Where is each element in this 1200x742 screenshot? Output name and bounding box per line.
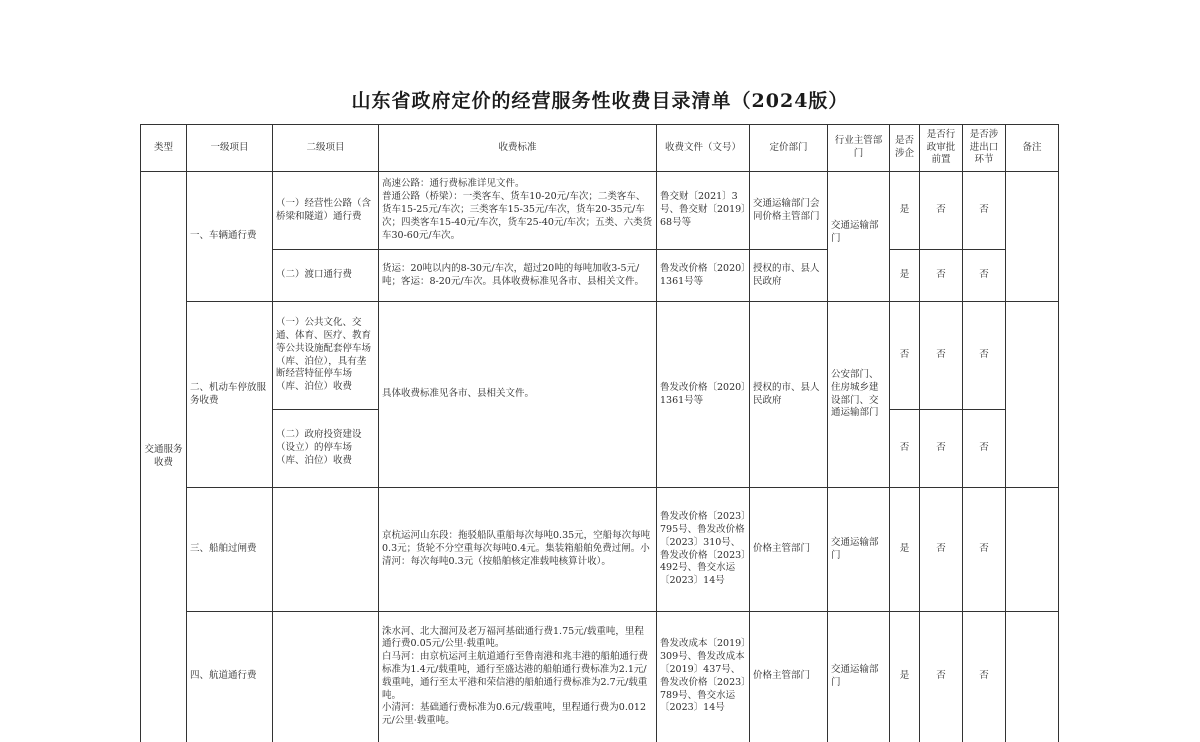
enterprise-cell: 是 — [890, 250, 920, 302]
header-pricing-dept: 定价部门 — [750, 125, 828, 172]
table-row — [141, 172, 1059, 250]
industry-dept-cell: 交通运输部门 — [828, 612, 890, 742]
standard-cell: 货运：20吨以内的8-30元/车次，超过20吨的每吨加收3-5元/吨；客运：8-20元/车次。具体收费标准见各市、县相关文件。 — [379, 250, 657, 302]
industry-dept-cell: 交通运输部门 — [828, 488, 890, 612]
document-cell: 鲁发改价格〔2020〕1361号等 — [657, 302, 750, 488]
level2-cell — [273, 612, 379, 742]
level2-cell: （二）政府投资建设（设立）的停车场（库、泊位）收费 — [273, 410, 379, 488]
header-import-export: 是否涉进出口环节 — [963, 125, 1006, 172]
remark-cell — [1006, 612, 1059, 742]
level2-cell — [273, 488, 379, 612]
table-header-row — [141, 125, 1059, 172]
header-remark: 备注 — [1006, 125, 1059, 172]
document-cell: 鲁发改价格〔2020〕1361号等 — [657, 250, 750, 302]
remark-cell — [1006, 488, 1059, 612]
standard-cell: 高速公路：通行费标准详见文件。 普通公路（桥梁）：一类客车、货车10-20元/车次；二类客车、货车15-25元/车次；三类客车15-35元/车次，货车20-35元/车次；四类客车15-40元/车次，货车25-40元/车次；五类、六类货车30-60元/车次。 — [379, 172, 657, 250]
approval-cell: 否 — [920, 612, 963, 742]
header-industry-dept: 行业主管部门 — [828, 125, 890, 172]
category-cell: 交通服务收费 — [141, 172, 187, 742]
table-row — [141, 250, 1059, 302]
header-level2: 二级项目 — [273, 125, 379, 172]
approval-cell: 否 — [920, 302, 963, 410]
export-cell: 否 — [963, 612, 1006, 742]
standard-cell: 具体收费标准见各市、县相关文件。 — [379, 302, 657, 488]
approval-cell: 否 — [920, 488, 963, 612]
pricing-dept-cell: 交通运输部门会同价格主管部门 — [750, 172, 828, 250]
header-document: 收费文件（文号） — [657, 125, 750, 172]
document-cell: 鲁发改价格〔2023〕795号、鲁发改价格〔2023〕310号、鲁发改价格〔2023〕492号、鲁交水运〔2023〕14号 — [657, 488, 750, 612]
enterprise-cell: 是 — [890, 488, 920, 612]
header-standard: 收费标准 — [379, 125, 657, 172]
header-type: 类型 — [141, 125, 187, 172]
pricing-dept-cell: 价格主管部门 — [750, 612, 828, 742]
table-row — [141, 488, 1059, 612]
pricing-dept-cell: 授权的市、县人民政府 — [750, 302, 828, 488]
enterprise-cell: 是 — [890, 172, 920, 250]
header-approval: 是否行政审批前置 — [920, 125, 963, 172]
level1-cell: 四、航道通行费 — [187, 612, 273, 742]
enterprise-cell: 否 — [890, 410, 920, 488]
standard-cell: 洙水河、北大溜河及老万福河基础通行费1.75元/载重吨，里程通行费0.05元/公里·载重吨。 白马河：由京杭运河主航道通行至鲁南港和兆丰港的船舶通行费标准为1.4元/载重吨，通行至盛达港的船舶通行费标准为2.1元/载重吨，通行至太平港和荣信港的船舶通行费标准为2.7元/载重吨。 小清河：基础通行费标准为0.6元/载重吨，里程通行费为0.012元/公里·载重吨。 — [379, 612, 657, 742]
document-cell: 鲁发改成本〔2019〕309号、鲁发改成本〔2019〕437号、鲁发改价格〔2023〕789号、鲁交水运〔2023〕14号 — [657, 612, 750, 742]
enterprise-cell: 否 — [890, 302, 920, 410]
approval-cell: 否 — [920, 250, 963, 302]
remark-cell — [1006, 302, 1059, 488]
level2-cell: （一）公共文化、交通、体育、医疗、教育等公共设施配套停车场（库、泊位），具有垄断经营特征停车场（库、泊位）收费 — [273, 302, 379, 410]
header-level1: 一级项目 — [187, 125, 273, 172]
table-row — [141, 302, 1059, 410]
pricing-dept-cell: 授权的市、县人民政府 — [750, 250, 828, 302]
industry-dept-cell: 交通运输部门 — [828, 172, 890, 302]
remark-cell — [1006, 172, 1059, 302]
level1-cell: 三、船舶过闸费 — [187, 488, 273, 612]
industry-dept-cell: 公安部门、住房城乡建设部门、交通运输部门 — [828, 302, 890, 488]
export-cell: 否 — [963, 302, 1006, 410]
export-cell: 否 — [963, 488, 1006, 612]
fee-catalog-table — [140, 124, 1059, 742]
approval-cell: 否 — [920, 172, 963, 250]
level1-cell: 一、车辆通行费 — [187, 172, 273, 302]
export-cell: 否 — [963, 250, 1006, 302]
level1-cell: 二、机动车停放服务收费 — [187, 302, 273, 488]
level2-cell: （一）经营性公路（含桥梁和隧道）通行费 — [273, 172, 379, 250]
level2-cell: （二）渡口通行费 — [273, 250, 379, 302]
document-cell: 鲁交财〔2021〕3号、鲁交财〔2019〕68号等 — [657, 172, 750, 250]
enterprise-cell: 是 — [890, 612, 920, 742]
approval-cell: 否 — [920, 410, 963, 488]
standard-cell: 京杭运河山东段：拖驳船队重船每次每吨0.35元，空船每次每吨0.3元；货轮不分空重每次每吨0.4元。集装箱船舶免费过闸。小清河：每次每吨0.3元（按船舶核定准载吨核算计收）。 — [379, 488, 657, 612]
export-cell: 否 — [963, 410, 1006, 488]
header-involves-enterprise: 是否涉企 — [890, 125, 920, 172]
pricing-dept-cell: 价格主管部门 — [750, 488, 828, 612]
export-cell: 否 — [963, 172, 1006, 250]
page-title: 山东省政府定价的经营服务性收费目录清单（2024版） — [351, 90, 849, 112]
table-row — [141, 612, 1059, 742]
